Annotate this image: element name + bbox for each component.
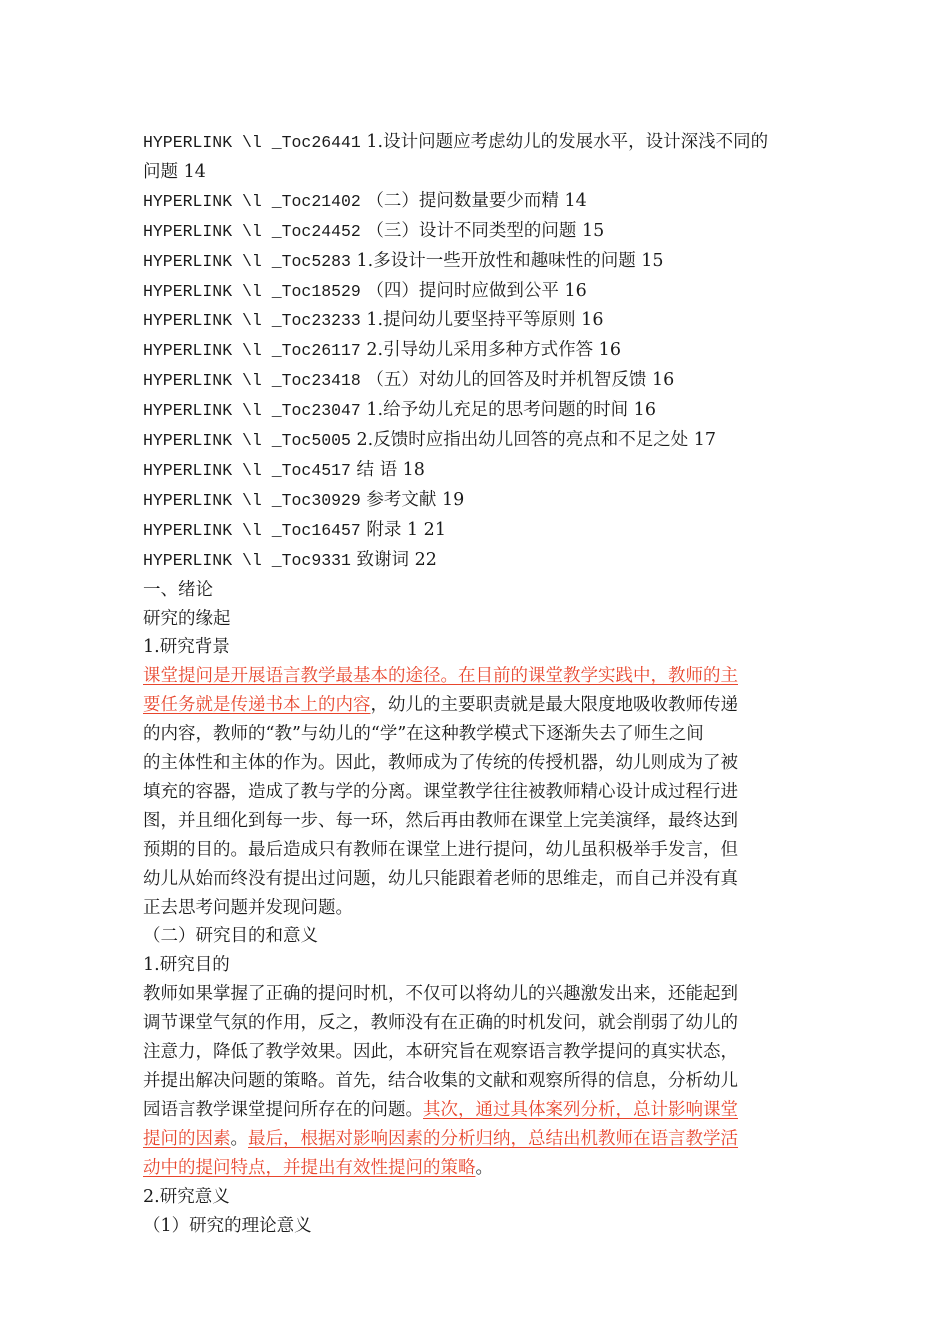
toc-entry[interactable] — [143, 128, 808, 158]
toc-entry[interactable] — [143, 486, 808, 516]
toc-entry[interactable] — [143, 306, 808, 336]
subsection-heading: 2.研究意义 — [143, 1186, 230, 1207]
toc-entry[interactable] — [143, 426, 808, 456]
purpose-paragraph — [143, 980, 808, 1182]
toc-entry-text: 1.给予幼儿充足的思考问题的时间 16 — [366, 400, 656, 421]
paragraph-line — [143, 1096, 808, 1125]
paragraph-line: 的主体性和主体的作为。因此，教师成为了传统的传授机器，幼儿则成为了被 — [143, 753, 738, 774]
toc-entry-text: 1.提问幼儿要坚持平等原则 16 — [366, 310, 604, 331]
toc-field-code: HYPERLINK \l _Toc30929 — [143, 490, 361, 510]
toc-entry[interactable] — [143, 516, 808, 546]
plain-text: 园语言教学课堂提问所存在的问题。 — [143, 1099, 423, 1120]
toc-entry[interactable] — [143, 277, 808, 307]
toc-entry[interactable] — [143, 456, 808, 486]
toc-entry[interactable] — [143, 396, 808, 426]
paragraph-line — [143, 1125, 808, 1154]
toc — [143, 128, 808, 576]
paragraph-line — [143, 691, 808, 720]
toc-field-code: HYPERLINK \l _Toc16457 — [143, 520, 361, 540]
toc-entry[interactable] — [143, 366, 808, 396]
paragraph-line: 调节课堂气氛的作用，反之，教师没有在正确的时机发问，就会削弱了幼儿的 — [143, 1013, 738, 1034]
paragraph-line: 教师如果掌握了正确的提问时机，不仅可以将幼儿的兴趣激发出来，还能起到 — [143, 984, 738, 1005]
toc-entry[interactable] — [143, 217, 808, 247]
highlighted-text: 最后，根据对影响因素的分析归纳，总结出机教师在语言教学活 — [248, 1128, 738, 1149]
plain-text: ，幼儿的主要职责就是最大限度地吸收教师传递 — [370, 695, 738, 716]
toc-entry-continuation: 问题 14 — [143, 161, 206, 182]
toc-entry-text: 2.反馈时应指出幼儿回答的亮点和不足之处 17 — [356, 430, 717, 451]
plain-text: 。 — [230, 1128, 248, 1149]
subsection-heading: 1.研究背景 — [143, 637, 230, 658]
toc-entry-text: （二）提问数量要少而精 14 — [366, 190, 587, 211]
highlighted-text: 其次，通过具体案列分析，总计影响课堂 — [423, 1099, 738, 1120]
toc-entry-text: 致谢词 22 — [356, 549, 437, 570]
toc-field-code: HYPERLINK \l _Toc5283 — [143, 251, 351, 271]
toc-entry-text: 结 语 18 — [356, 459, 425, 480]
paragraph-line: 图，并且细化到每一步、每一环，然后再由教师在课堂上完美演绎，最终达到 — [143, 810, 738, 831]
toc-entry-text: （四）提问时应做到公平 16 — [366, 280, 587, 301]
paragraph-line — [143, 662, 808, 691]
toc-entry-text: 2.引导幼儿采用多种方式作答 16 — [366, 340, 621, 361]
highlighted-text: 要任务就是传递书本上的内容 — [143, 695, 371, 716]
toc-field-code: HYPERLINK \l _Toc4517 — [143, 460, 351, 480]
toc-entry-text: 1.多设计一些开放性和趣味性的问题 15 — [356, 250, 664, 271]
toc-field-code: HYPERLINK \l _Toc26441 — [143, 133, 361, 152]
highlighted-text: 动中的提问特点，并提出有效性提问的策略 — [143, 1157, 476, 1178]
toc-field-code: HYPERLINK \l _Toc24452 — [143, 221, 361, 241]
paragraph-line: 的内容，教师的“教”与幼儿的“学”在这种教学模式下逐渐失去了师生之间 — [143, 724, 704, 745]
toc-entry[interactable] — [143, 247, 808, 277]
toc-field-code: HYPERLINK \l _Toc18529 — [143, 281, 361, 301]
toc-entry[interactable] — [143, 336, 808, 366]
toc-entry-text: （三）设计不同类型的问题 15 — [366, 220, 605, 241]
toc-field-code: HYPERLINK \l _Toc21402 — [143, 191, 361, 211]
toc-field-code: HYPERLINK \l _Toc9331 — [143, 550, 351, 570]
toc-field-code: HYPERLINK \l _Toc5005 — [143, 431, 351, 451]
section-heading: （二）研究目的和意义 — [143, 926, 318, 947]
toc-field-code: HYPERLINK \l _Toc23233 — [143, 311, 361, 331]
paragraph-line: 幼儿从始而终没有提出过问题，幼儿只能跟着老师的思维走，而自己并没有真 — [143, 868, 738, 889]
paragraph-line: 填充的容器，造成了教与学的分离。课堂教学往往被教师精心设计成过程行进 — [143, 781, 738, 802]
plain-text: 。 — [475, 1157, 493, 1178]
paragraph-line — [143, 1154, 808, 1183]
subsection-heading: （1）研究的理论意义 — [143, 1215, 312, 1236]
paragraph-line: 预期的目的。最后造成只有教师在课堂上进行提问，幼儿虽积极举手发言，但 — [143, 839, 738, 860]
toc-entry[interactable] — [143, 187, 808, 217]
paragraph-line: 注意力，降低了教学效果。因此，本研究旨在观察语言教学提问的真实状态， — [143, 1042, 738, 1063]
toc-entry-text: （五）对幼儿的回答及时并机智反馈 16 — [366, 370, 675, 391]
subsection-heading: 1.研究目的 — [143, 955, 230, 976]
highlighted-text: 提问的因素 — [143, 1128, 231, 1149]
paragraph-line: 并提出解决问题的策略。首先，结合收集的文献和观察所得的信息，分析幼儿 — [143, 1071, 738, 1091]
toc-field-code: HYPERLINK \l _Toc23047 — [143, 401, 361, 421]
toc-entry-text: 附录 1 21 — [366, 519, 446, 540]
toc-field-code: HYPERLINK \l _Toc23418 — [143, 371, 361, 391]
background-paragraph — [143, 662, 808, 922]
section-heading: 研究的缘起 — [143, 608, 231, 629]
toc-field-code: HYPERLINK \l _Toc26117 — [143, 341, 361, 361]
document-page — [143, 128, 808, 1240]
toc-entry[interactable] — [143, 546, 808, 576]
highlighted-text: 课堂提问是开展语言教学最基本的途径。在目前的课堂教学实践中，教师的主 — [143, 666, 738, 687]
toc-entry-text: 1.设计问题应考虑幼儿的发展水平，设计深浅不同的 — [366, 132, 769, 152]
paragraph-line: 正去思考问题并发现问题。 — [143, 897, 353, 918]
toc-entry-text: 参考文献 19 — [366, 489, 465, 510]
chapter-heading: 一、绪论 — [143, 579, 213, 600]
